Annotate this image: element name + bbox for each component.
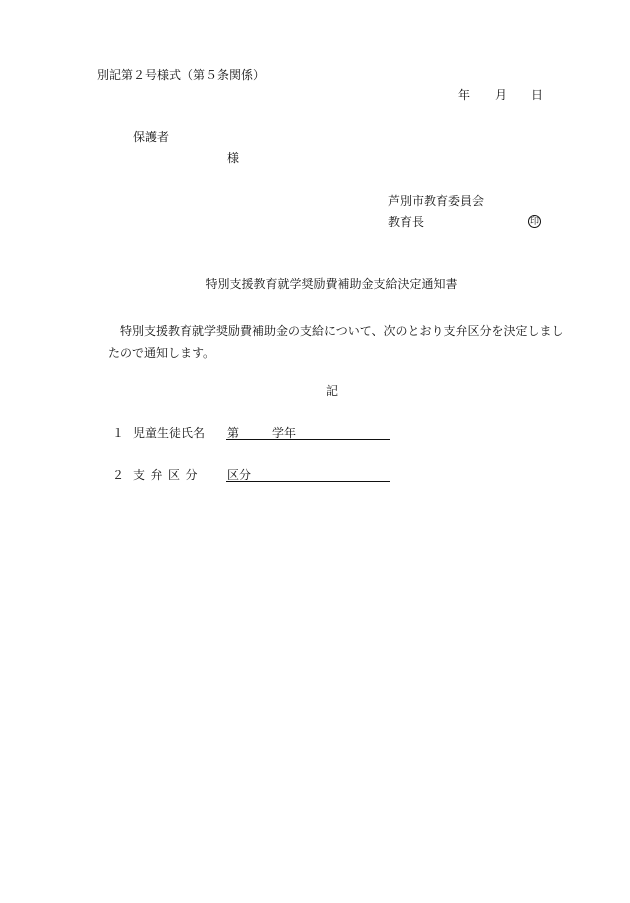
grade-suffix: 学年 bbox=[272, 426, 297, 440]
item-label: 児童生徒氏名 bbox=[133, 426, 206, 440]
seal-mark: 印 bbox=[529, 217, 539, 227]
guardian-label: 保護者 bbox=[133, 130, 170, 144]
item-label: 支弁区分 bbox=[133, 468, 204, 482]
item-number: ２ bbox=[112, 468, 125, 482]
date-month-label: 月 bbox=[495, 88, 508, 102]
student-name-field bbox=[226, 425, 390, 440]
form-number: 別記第２号様式（第５条関係） bbox=[97, 68, 266, 82]
ki-heading: 記 bbox=[326, 384, 339, 398]
category-prefix: 区分 bbox=[227, 468, 252, 482]
date-year-label: 年 bbox=[458, 88, 471, 102]
issuer-title: 教育長 bbox=[388, 215, 425, 229]
date-day-label: 日 bbox=[531, 88, 544, 102]
issuer-organization: 芦別市教育委員会 bbox=[388, 194, 485, 208]
honorific: 様 bbox=[227, 151, 240, 165]
body-text: 特別支援教育就学奨励費補助金の支給について、次のとおり支弁区分を決定しましたので通知します。 bbox=[108, 324, 564, 360]
document-title: 特別支援教育就学奨励費補助金支給決定通知書 bbox=[205, 277, 458, 291]
document-title-row bbox=[0, 278, 630, 290]
item-number: １ bbox=[112, 426, 125, 440]
grade-prefix: 第 bbox=[227, 426, 240, 440]
